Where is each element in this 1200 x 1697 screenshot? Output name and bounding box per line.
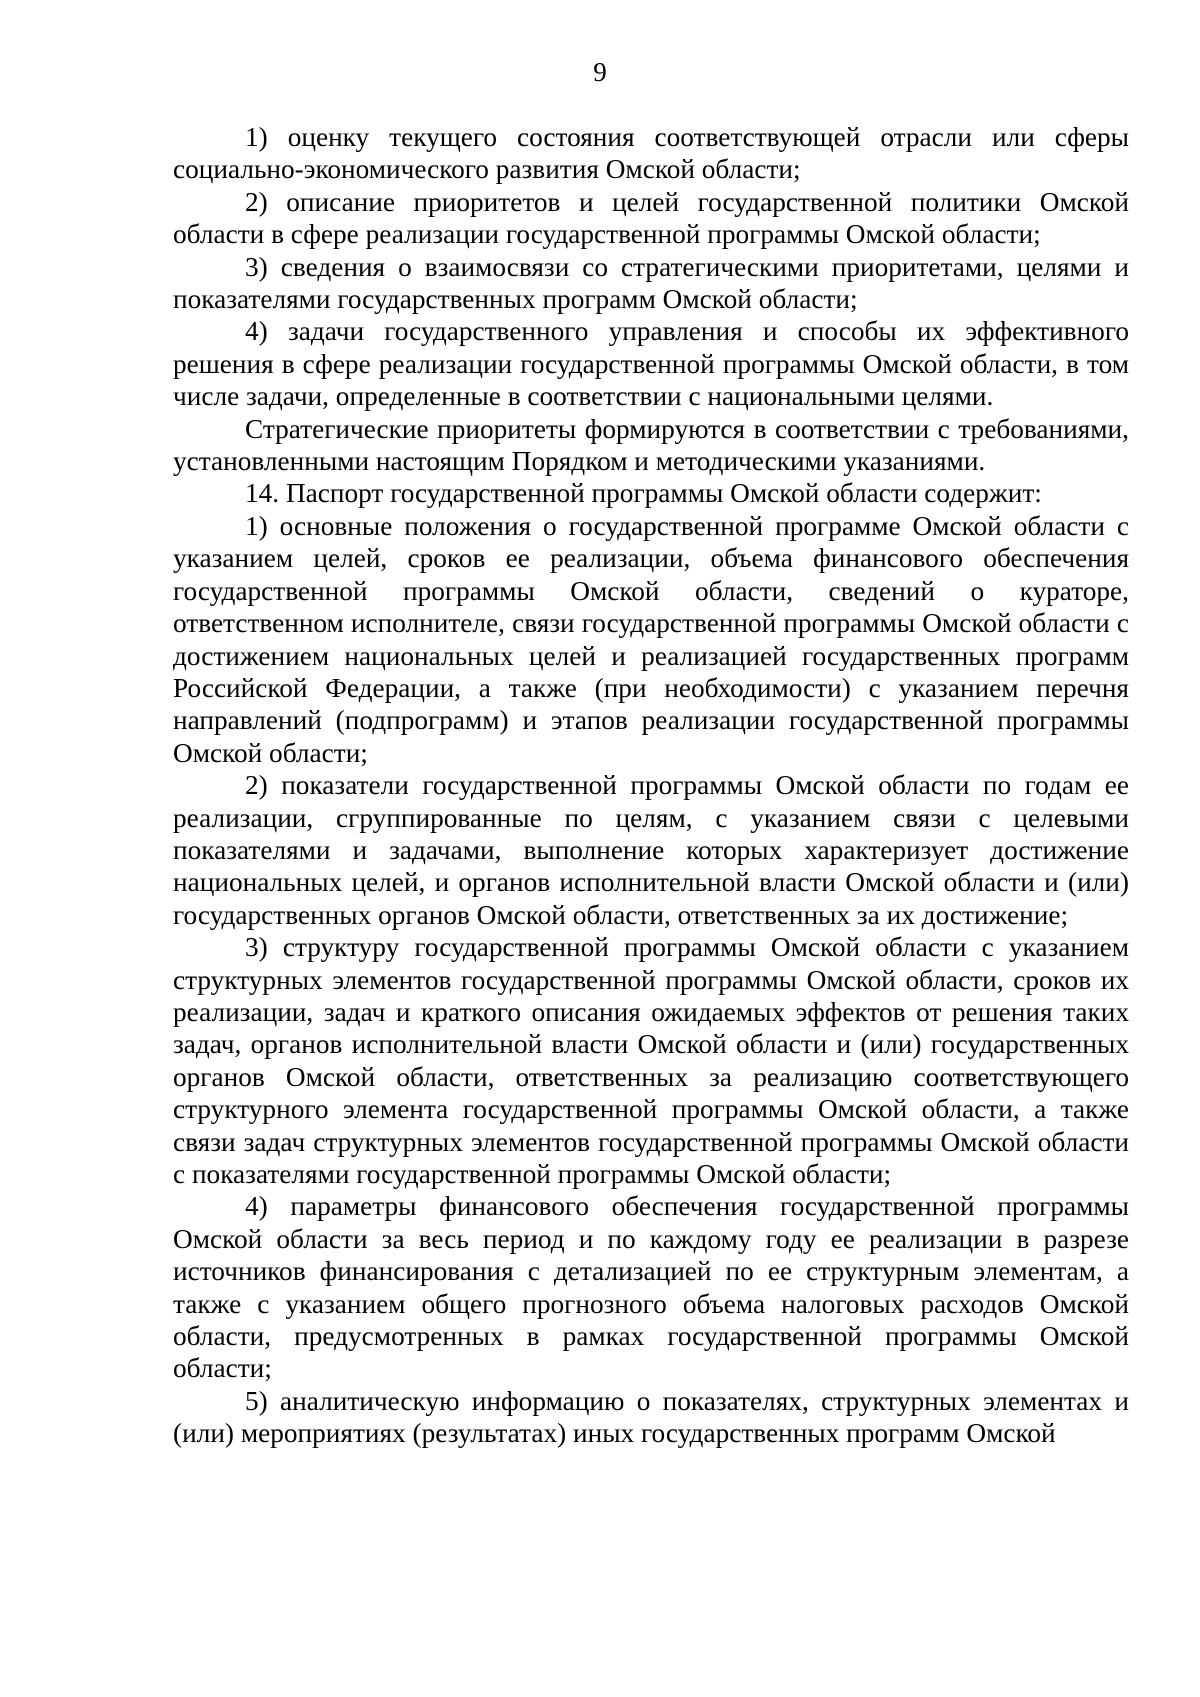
paragraph-passport-item-2: 2) показатели государственной программы Омской области по годам ее реализации, сгруппированные по целям, с указанием связи с целевыми показателями и задачами, выполнение которых характеризует достижение национальных целей, и органов исполнительной власти Омской области и (или) государственных органов Омской области, ответственных за их достижение;	[173, 770, 1129, 930]
paragraph-item-3: 3) сведения о взаимосвязи со стратегическими приоритетами, целями и показателями государственных программ Омской области;	[173, 251, 1129, 315]
paragraph-section-14: 14. Паспорт государственной программы Омской области содержит:	[245, 478, 1042, 509]
paragraph-item-4: 4) задачи государственного управления и способы их эффективного решения в сфере реализации государственной программы Омской области, в том числе задачи, определенные в соответствии с национальными целями.	[173, 316, 1129, 412]
paragraph-passport-item-3: 3) структуру государственной программы Омской области с указанием структурных элементов государственной программы Омской области, сроков их реализации, задач и краткого описания ожидаемых эффектов от решения таких задач, органов исполнительной власти Омской области и (или) государственных органов Омской области, ответственных за реализацию соответствующего структурного элемента государственной программы Омской области, а также связи задач структурных элементов государственной программы Омской области с показателями государственной программы Омской области;	[173, 932, 1129, 1189]
paragraph-passport-item-4: 4) параметры финансового обеспечения государственной программы Омской области за весь период и по каждому году ее реализации в разрезе источников финансирования с детализацией по ее структурным элементам, а также с указанием общего прогнозного объема налоговых расходов Омской области, предусмотренных в рамках государственной программы Омской области;	[173, 1191, 1129, 1384]
paragraph-passport-item-1: 1) основные положения о государственной программе Омской области с указанием целей, сроков ее реализации, объема финансового обеспечения государственной программы Омской области, сведений о кураторе, ответственном исполнителе, связи государственной программы Омской области с достижением национальных целей и реализацией государственных программ Российской Федерации, а также (при необходимости) с указанием перечня направлений (подпрограмм) и этапов реализации государственной программы Омской области;	[173, 510, 1129, 768]
page-number: 9	[593, 57, 607, 87]
paragraph-item-2: 2) описание приоритетов и целей государственной политики Омской области в сфере реализации государственной программы Омской области;	[173, 186, 1129, 250]
paragraph-passport-item-5: 5) аналитическую информацию о показателях, структурных элементах и (или) мероприятиях (результатах) иных государственных программ Омской	[173, 1385, 1129, 1449]
paragraph-strategic-priorities: Стратегические приоритеты формируются в соответствии с требованиями, установленными настоящим Порядком и методическими указаниями.	[173, 413, 1129, 477]
paragraph-item-1: 1) оценку текущего состояния соответствующей отрасли или сферы социально-экономического развития Омской области;	[173, 122, 1129, 185]
document-body	[173, 121, 1129, 1450]
